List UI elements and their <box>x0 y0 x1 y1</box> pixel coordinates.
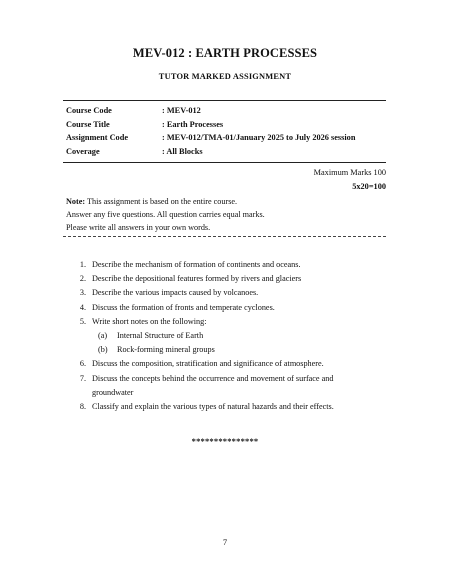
marks-formula: 5x20=100 <box>352 182 386 191</box>
page-subtitle: TUTOR MARKED ASSIGNMENT <box>158 72 292 81</box>
page-title: MEV-012 : EARTH PROCESSES <box>132 46 318 60</box>
info-label: Course Code <box>66 106 112 115</box>
question-item <box>70 258 390 272</box>
question-number: 7. <box>79 373 86 383</box>
instruction-answer: Answer any five questions. All question carries equal marks. <box>66 210 265 219</box>
question-text: Discuss the concepts behind the occurrence and movement of surface and <box>92 373 334 383</box>
question-list <box>70 258 390 414</box>
question-text: Describe the various impacts caused by volcanoes. <box>92 288 259 298</box>
question-number: 8. <box>79 402 86 412</box>
info-value: : All Blocks <box>162 146 203 156</box>
course-info-table <box>66 104 386 158</box>
info-label: Course Title <box>66 119 110 129</box>
note-line <box>66 197 237 206</box>
info-label: Assignment Code <box>66 133 128 143</box>
divider-bottom <box>63 162 386 163</box>
info-label: Coverage <box>66 146 100 156</box>
info-value: : Earth Processes <box>162 119 224 129</box>
question-item <box>70 400 390 414</box>
sub-question-item <box>70 343 390 357</box>
question-item <box>70 357 390 371</box>
info-row-assignment-code <box>66 131 386 145</box>
question-item <box>70 272 390 286</box>
info-value: : MEV-012 <box>162 106 201 115</box>
info-value: : MEV-012/TMA-01/January 2025 to July 2026 session <box>162 133 356 143</box>
sub-question-label: (a) <box>98 331 108 341</box>
question-number: 4. <box>79 302 86 312</box>
sub-question-text: Internal Structure of Earth <box>117 331 204 341</box>
question-text: Write short notes on the following: <box>92 316 207 326</box>
end-marker: *************** <box>191 436 259 446</box>
info-row-course-title <box>66 118 386 132</box>
question-number: 3. <box>79 288 86 298</box>
note-label: Note: <box>66 197 86 206</box>
question-item <box>70 315 390 329</box>
question-number: 5. <box>79 316 86 326</box>
question-text: Discuss the composition, stratification and significance of atmosphere. <box>92 359 324 369</box>
dashed-separator <box>63 236 386 238</box>
note-text: This assignment is based on the entire course. <box>85 197 238 206</box>
question-number: 6. <box>79 359 86 369</box>
question-continuation: groundwater <box>92 387 134 397</box>
info-row-course-code <box>66 104 386 118</box>
question-number: 2. <box>79 274 86 284</box>
question-item <box>70 301 390 315</box>
question-text: Classify and explain the various types of natural hazards and their effects. <box>92 402 334 412</box>
info-row-coverage <box>66 145 386 159</box>
question-text: Describe the depositional features formed by rivers and glaciers <box>92 274 302 284</box>
page-number: 7 <box>222 537 228 547</box>
question-number: 1. <box>79 260 86 269</box>
sub-question-item <box>70 329 390 343</box>
sub-question-text: Rock-forming mineral groups <box>117 345 215 355</box>
maximum-marks: Maximum Marks 100 <box>313 168 386 177</box>
question-item <box>70 286 390 300</box>
question-text: Discuss the formation of fronts and temperate cyclones. <box>92 302 275 312</box>
sub-question-label: (b) <box>98 345 108 355</box>
question-text: Describe the mechanism of formation of continents and oceans. <box>92 260 301 269</box>
instruction-own-words: Please write all answers in your own words. <box>66 223 211 232</box>
divider-top <box>63 100 386 101</box>
question-item <box>70 372 390 386</box>
